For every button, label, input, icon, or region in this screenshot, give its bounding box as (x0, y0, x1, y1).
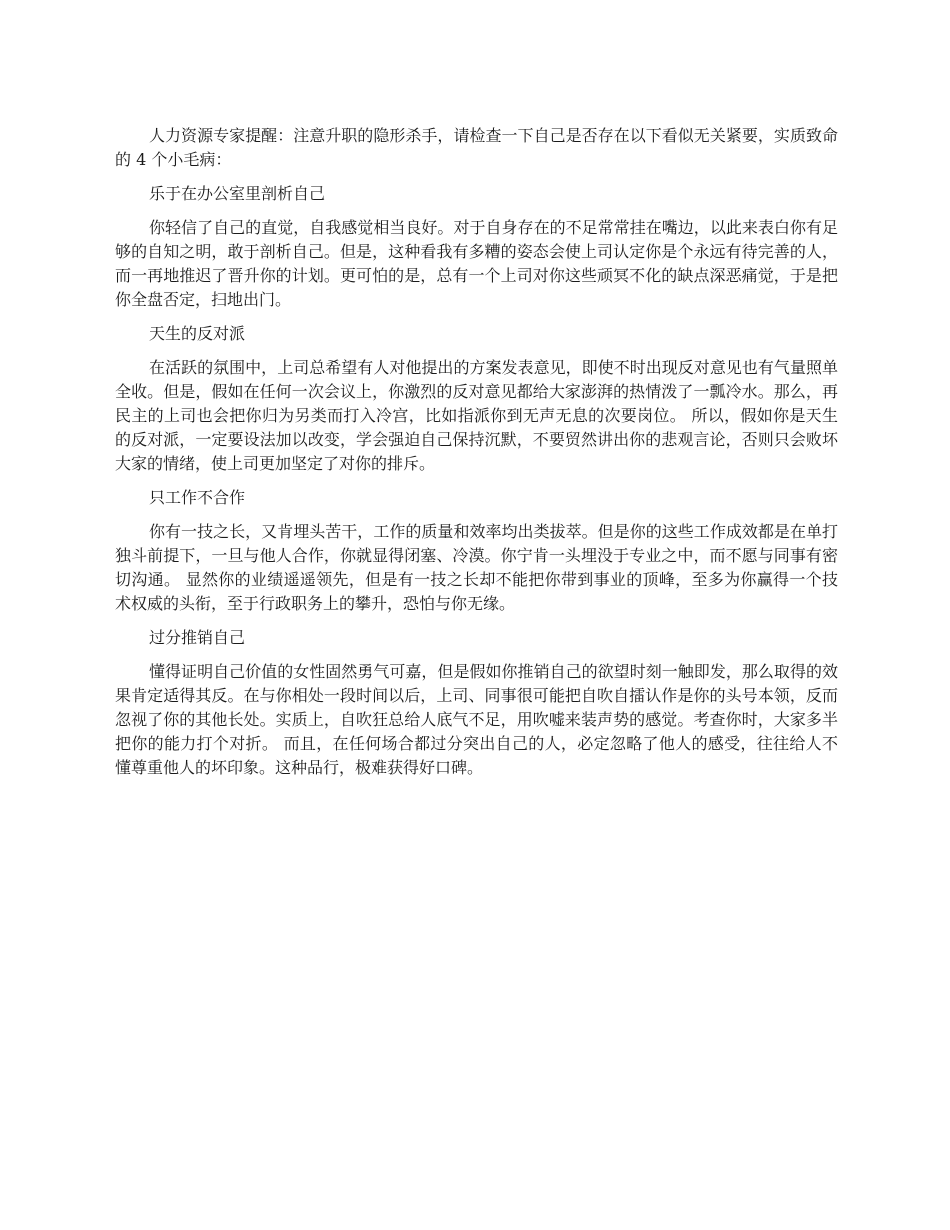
section-body-opposition: 在活跃的氛围中，上司总希望有人对他提出的方案发表意见，即使不时出现反对意见也有气量照单全收。但是，假如在任何一次会议上，你激烈的反对意见都给大家澎湃的热情泼了一瓢冷水。那么，再民主的上司也会把你归为另类而打入冷宫，比如指派你到无声无息的次要岗位。 所以，假如你是天生的反对派，一定要设法加以改变，学会强迫自己保持沉默，不要贸然讲出你的悲观言论，否则只会败坏大家的情绪，使上司更加坚定了对你的排斥。 (115, 358, 838, 473)
section-heading-self-analysis: 乐于在办公室里剖析自己 (149, 184, 326, 203)
section-heading-no-cooperation: 只工作不合作 (149, 488, 246, 507)
section-heading-over-promotion: 过分推销自己 (149, 628, 246, 647)
section-body-no-cooperation: 你有一技之长，又肯埋头苦干，工作的质量和效率均出类拔萃。但是你的这些工作成效都是在单打独斗前提下，一旦与他人合作，你就显得闭塞、冷漠。你宁肯一头埋没于专业之中，而不愿与同事有密切沟通。 显然你的业绩遥遥领先，但是有一技之长却不能把你带到事业的顶峰，至多为你赢得一个技术权威的头衔，至于行政职务上的攀升，恐怕与你无缘。 (115, 522, 838, 613)
document-page (115, 124, 838, 790)
intro-paragraph: 人力资源专家提醒：注意升职的隐形杀手，请检查一下自己是否存在以下看似无关紧要，实质致命的 4 个小毛病： (115, 126, 838, 169)
section-body-over-promotion: 懂得证明自己价值的女性固然勇气可嘉，但是假如你推销自己的欲望时刻一触即发，那么取得的效果肯定适得其反。在与你相处一段时间以后，上司、同事很可能把自吹自擂认作是你的头号本领，反而忽视了你的其他长处。实质上，自吹狂总给人底气不足，用吹嘘来装声势的感觉。考查你时，大家多半把你的能力打个对折。 而且，在任何场合都过分突出自己的人，必定忽略了他人的感受，往往给人不懂尊重他人的坏印象。这种品行，极难获得好口碑。 (115, 662, 838, 777)
section-body-self-analysis: 你轻信了自己的直觉，自我感觉相当良好。对于自身存在的不足常常挂在嘴边，以此来表白你有足够的自知之明，敢于剖析自己。但是，这种看我有多糟的姿态会使上司认定你是个永远有待完善的人，而一再地推迟了晋升你的计划。更可怕的是，总有一个上司对你这些顽冥不化的缺点深恶痛觉，于是把你全盘否定，扫地出门。 (115, 218, 838, 309)
section-heading-opposition: 天生的反对派 (149, 324, 246, 343)
